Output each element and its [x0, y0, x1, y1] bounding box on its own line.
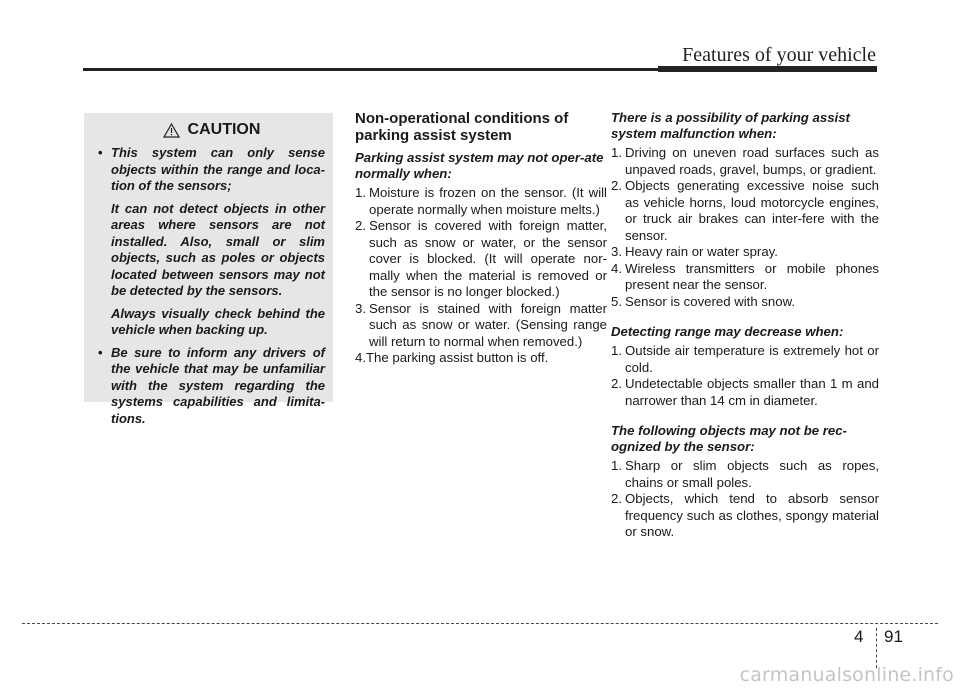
item-number: 1. — [611, 458, 622, 473]
objects-list — [611, 458, 879, 541]
watermark: carmanualsonline.info — [739, 664, 954, 686]
chapter-number: 4 — [854, 627, 864, 646]
page-number: 91 — [884, 627, 903, 646]
item-text: Objects, which tend to absorb sensor frequency such as clothes, spongy material or snow. — [625, 491, 879, 539]
malfunction-list — [611, 145, 879, 310]
item-number: 3. — [611, 244, 622, 259]
footer-rule — [22, 623, 938, 624]
warning-triangle-icon — [163, 123, 180, 138]
item-text: Outside air temperature is extremely hot or cold. — [625, 343, 879, 375]
item-text: Objects generating excessive noise such as vehicle horns, loud motorcycle engines, or truck air brakes can inter-fere with the sensor. — [625, 178, 879, 243]
caution-box — [84, 113, 333, 426]
item-number: 2. — [611, 376, 622, 391]
list-item — [611, 261, 879, 294]
header-rule-accent — [658, 66, 877, 72]
caution-item — [98, 345, 325, 428]
list-item — [355, 301, 607, 351]
caution-heading-text: CAUTION — [187, 121, 261, 138]
middle-column — [355, 110, 607, 367]
item-number: 1. — [355, 185, 366, 200]
caution-item — [98, 145, 325, 339]
list-item — [611, 244, 879, 261]
caution-paragraph: • This system can only sense objects within the range and loca-tion of the sensors; — [111, 145, 325, 193]
page-number-separator — [876, 628, 877, 668]
item-text: Undetectable objects smaller than 1 m and narrower than 14 cm in diameter. — [625, 376, 879, 408]
item-text: Moisture is frozen on the sensor. (It will operate normally when moisture melts.) — [369, 185, 607, 217]
item-text: Sensor is stained with foreign matter such as snow or water. (Sensing range will return to normal when removed.) — [369, 300, 607, 349]
list-item — [611, 294, 879, 311]
item-text: Sensor is covered with snow. — [625, 293, 796, 309]
item-number: 2. — [611, 178, 622, 193]
item-text: Heavy rain or water spray. — [625, 244, 778, 259]
range-list — [611, 343, 879, 409]
caution-list — [98, 145, 325, 427]
list-item — [355, 185, 607, 218]
item-text: Sharp or slim objects such as ropes, chains or small poles. — [625, 458, 879, 490]
list-item — [611, 491, 879, 541]
item-number: 4. — [611, 260, 622, 276]
item-number: 5. — [611, 293, 622, 309]
item-text: Sensor is covered with foreign matter, such as snow or water, or the sensor cover is blocked. (It will operate nor-mally when the material is removed or the sensor is no longer blocked.) — [369, 218, 607, 299]
item-number: 1. — [611, 343, 622, 358]
section-title: Non-operational conditions of parking assist system — [355, 110, 569, 144]
caution-heading — [98, 121, 325, 139]
caution-paragraph: • Be sure to inform any drivers of the vehicle that may be unfamiliar with the system regarding the systems capabilities and limita-tions. — [111, 344, 325, 426]
list-item — [611, 178, 879, 244]
subhead: Parking assist system may not oper-ate normally when: — [355, 150, 604, 181]
condition-list — [355, 185, 607, 350]
item-number: 2. — [611, 491, 622, 506]
page-header-title: Features of your vehicle — [682, 44, 876, 66]
subhead: The following objects may not be rec-ognized by the sensor: — [611, 423, 847, 454]
list-item — [611, 458, 879, 491]
item-number: 2. — [355, 218, 366, 233]
subhead: There is a possibility of parking assist system malfunction when: — [611, 110, 850, 141]
list-item — [611, 376, 879, 409]
item-text: Wireless transmitters or mobile phones present near the sensor. — [625, 260, 879, 292]
caution-paragraph: It can not detect objects in other areas where sensors are not installed. Also, small or slim objects, such as poles or objects located between sensors may not be detected by the sensors. — [111, 200, 325, 298]
list-item — [611, 145, 879, 178]
subhead: Detecting range may decrease when: — [611, 324, 844, 339]
item-number: 3. — [355, 300, 366, 316]
list-item — [355, 218, 607, 301]
right-column — [611, 110, 879, 541]
list-item — [611, 343, 879, 376]
list-item-last: 4.The parking assist button is off. — [355, 350, 549, 365]
item-text: Driving on uneven road surfaces such as unpaved roads, gravel, bumps, or gradient. — [625, 145, 879, 177]
caution-paragraph: Always visually check behind the vehicle when backing up. — [111, 305, 325, 337]
item-number: 1. — [611, 145, 622, 160]
